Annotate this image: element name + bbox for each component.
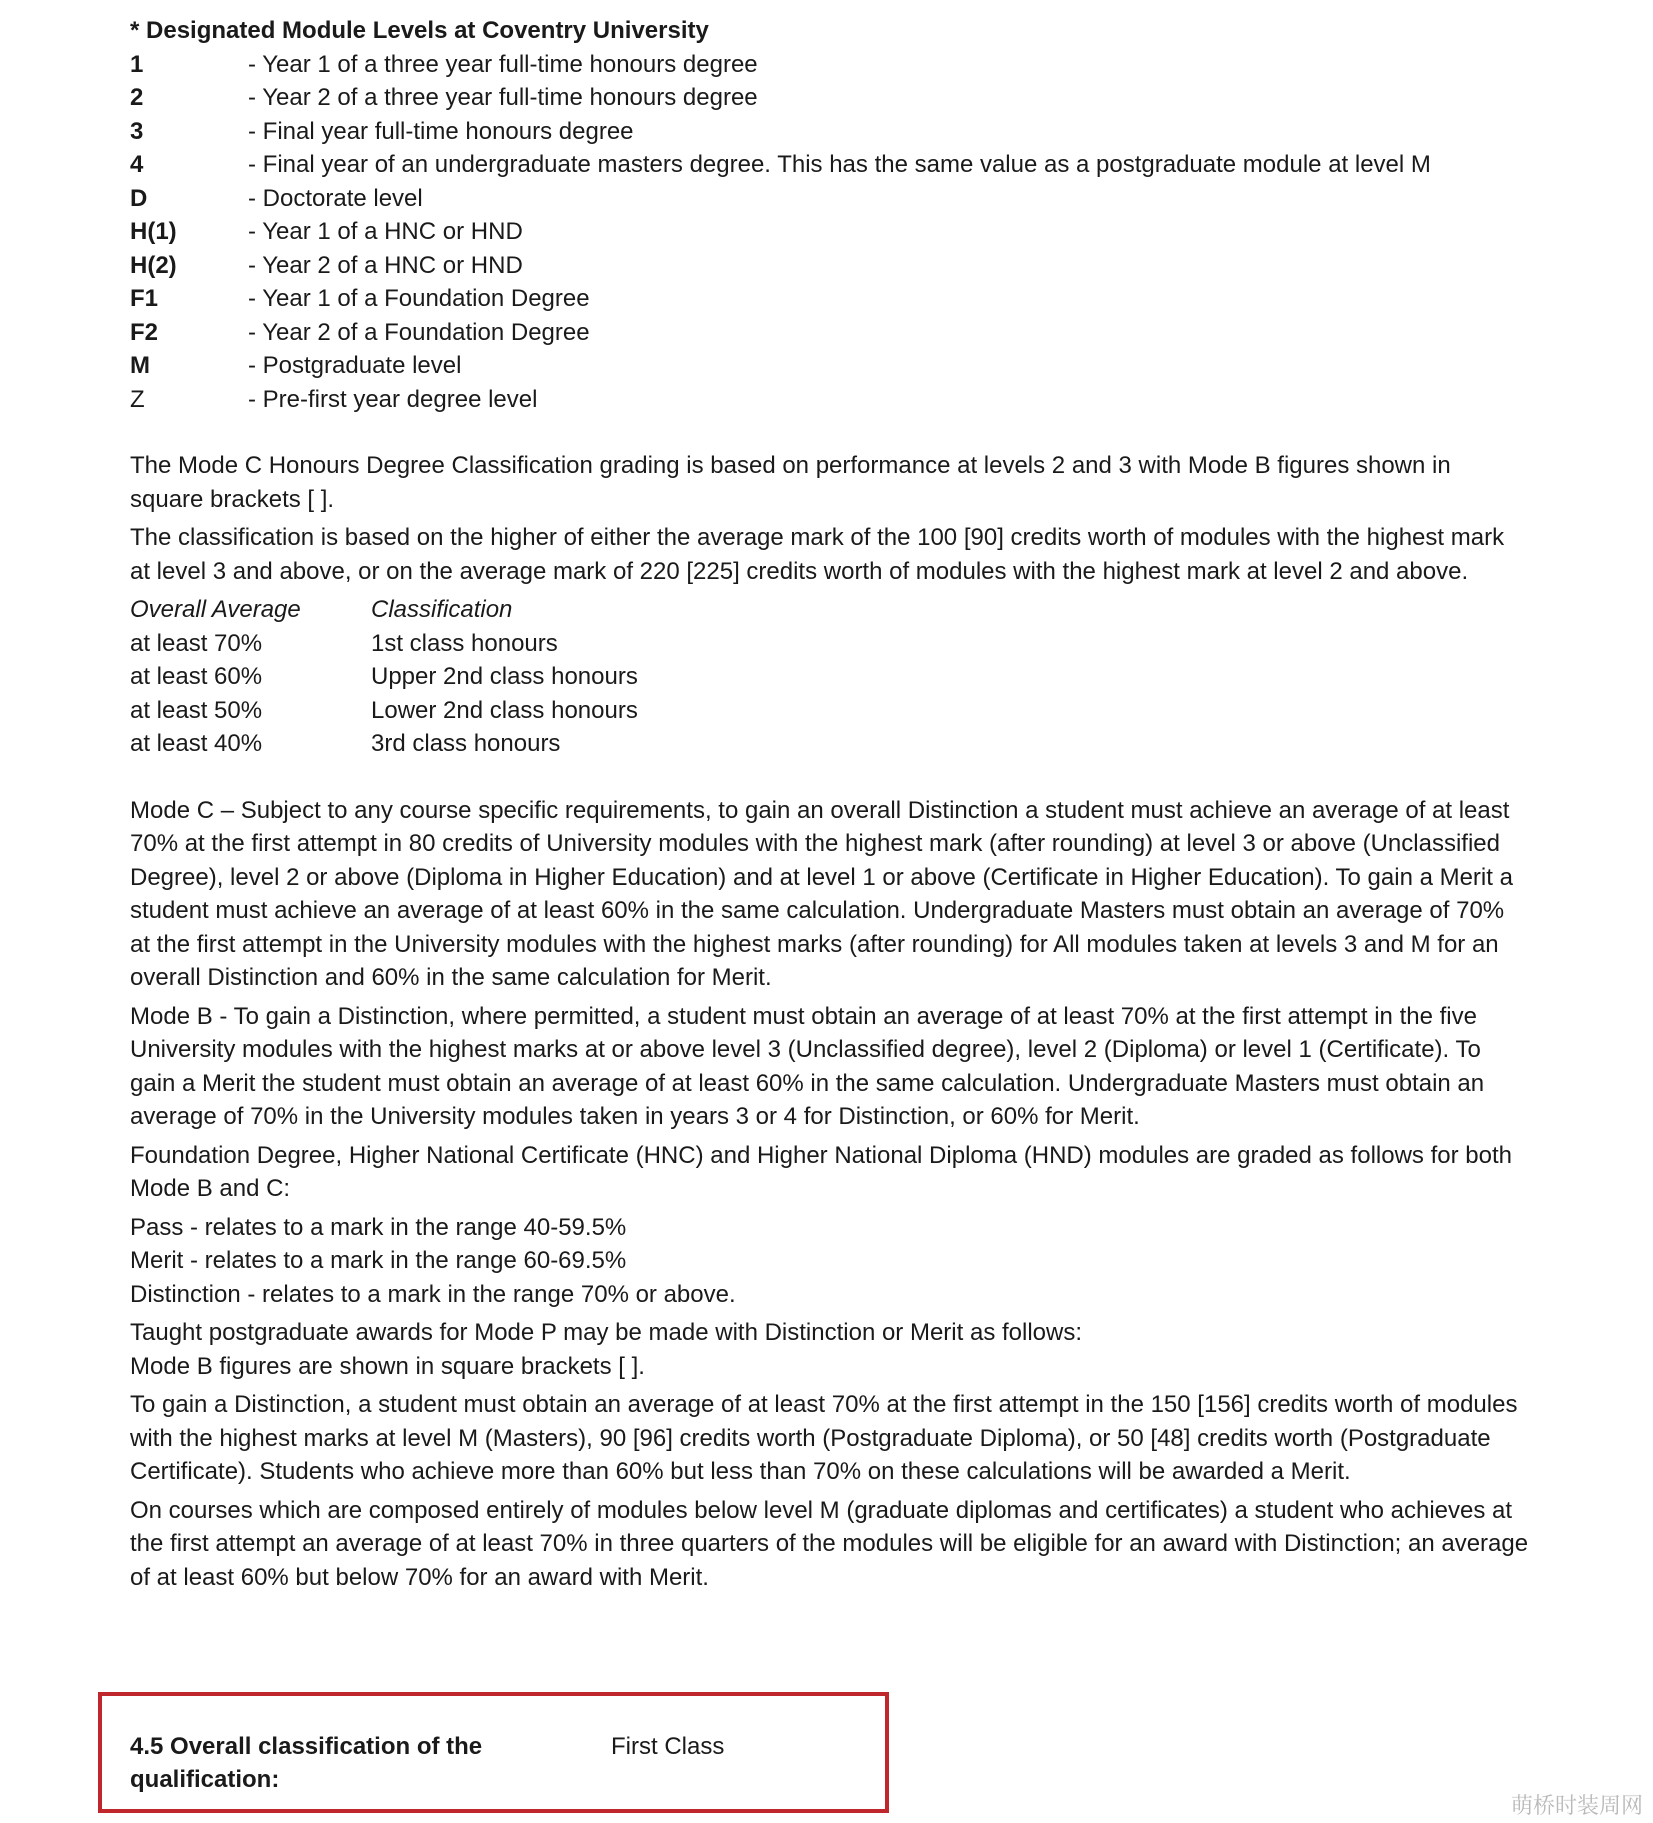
average-cell: at least 40% <box>130 730 263 757</box>
overall-classification-label: 4.5 Overall classification of the qualification: <box>130 1733 483 1793</box>
classification-table <box>130 593 1530 761</box>
mode-c-intro-paragraph: The Mode C Honours Degree Classification grading is based on performance at levels 2 and 3 with Mode B figures shown in square brackets [ ]. <box>130 452 1451 513</box>
table-row <box>130 660 1530 694</box>
average-cell: at least 70% <box>130 629 263 657</box>
mode-c-distinction-paragraph: Mode C – Subject to any course specific requirements, to gain an overall Distinction a student must achieve an average of at least 70% at the first attempt in 80 credits of University modules with the highest mark (after rounding) at level 3 or above (Unclassified Degree), level 2 or above (Diploma in Higher Education) and at level 1 or above (Certificate in Higher Education). To gain a Merit a student must achieve an average of at least 60% in the same calculation. Undergraduate Masters must obtain an average of 70% at the first attempt in the University modules with the highest marks (after rounding) for All modules taken at levels 3 and M for an overall Distinction and 60% in the same calculation for Merit. <box>130 796 1513 991</box>
level-code: M <box>130 352 150 379</box>
pg-distinction-paragraph: To gain a Distinction, a student must obtain an average of at least 70% at the first attempt in the 150 [156] credits worth of modules with the highest marks at level M (Masters), 90 [96] credits worth (Postgraduate Diploma), or 50 [48] credits worth (Postgraduate Certificate). Students who achieve more than 60% but less than 70% on these calculations will be awarded a Merit. <box>130 1391 1518 1485</box>
list-item <box>130 316 1530 350</box>
list-item <box>130 249 1530 283</box>
classification-cell: Lower 2nd class honours <box>371 696 638 724</box>
below-level-m-paragraph: On courses which are composed entirely of modules below level M (graduate diplomas and certificates) a student who achieves at the first attempt an average of at least 70% in three quarters of the modules will be eligible for an award with Distinction; an average of at least 60% but below 70% for an award with Merit. <box>130 1496 1529 1591</box>
level-code: 2 <box>130 84 144 111</box>
list-item <box>130 349 1530 383</box>
classification-basis-paragraph: The classification is based on the higher of either the average mark of the 100 [90] credits worth of modules with the highest mark at level 3 and above, or on the average mark of 220 [225] credits worth of modules with the highest mark at level 2 and above. <box>130 524 1505 585</box>
classification-cell: 1st class honours <box>371 629 558 657</box>
list-item <box>130 115 1530 149</box>
section-heading: * Designated Module Levels at Coventry University <box>130 17 709 44</box>
column-header-classification: Classification <box>371 596 513 623</box>
document-page <box>130 14 1530 1594</box>
average-cell: at least 50% <box>130 696 263 724</box>
distinction-grade-line: Distinction - relates to a mark in the range 70% or above. <box>130 1280 736 1308</box>
level-code: H(2) <box>130 251 177 279</box>
overall-classification-value: First Class <box>611 1733 725 1760</box>
list-item <box>130 148 1530 182</box>
classification-cell: Upper 2nd class honours <box>371 663 638 690</box>
level-description: - Year 1 of a HNC or HND <box>248 218 523 245</box>
merit-grade-line: Merit - relates to a mark in the range 60-69.5% <box>130 1247 627 1274</box>
watermark-text: 萌桥时装周网 <box>1510 1794 1643 1819</box>
level-description: - Year 2 of a HNC or HND <box>248 251 523 279</box>
level-description: - Doctorate level <box>248 184 423 212</box>
taught-pg-line: Taught postgraduate awards for Mode P may be made with Distinction or Merit as follows: <box>130 1319 1083 1346</box>
level-description: - Pre-first year degree level <box>248 385 538 413</box>
level-description: - Final year of an undergraduate masters degree. This has the same value as a postgraduate module at level M <box>248 151 1431 178</box>
level-description: - Year 1 of a Foundation Degree <box>248 285 590 312</box>
module-levels-list <box>130 48 1530 417</box>
level-code: 3 <box>130 117 144 145</box>
level-description: - Final year full-time honours degree <box>248 117 634 145</box>
mode-b-brackets-line: Mode B figures are shown in square brackets [ ]. <box>130 1352 645 1380</box>
level-code: Z <box>130 385 145 413</box>
mode-b-distinction-paragraph: Mode B - To gain a Distinction, where permitted, a student must obtain an average of at least 70% at the first attempt in the five University modules with the highest marks at or above level 3 (Unclassified degree), level 2 (Diploma) or level 1 (Certificate). To gain a Merit the student must obtain an average of at least 60% in the same calculation. Undergraduate Masters must obtain an average of 70% in the University modules taken in years 3 or 4 for Distinction, or 60% for Merit. <box>130 1002 1485 1130</box>
column-header-overall-average: Overall Average <box>130 596 301 623</box>
list-item <box>130 48 1530 82</box>
average-cell: at least 60% <box>130 663 263 690</box>
level-code: F2 <box>130 318 159 346</box>
level-code: D <box>130 184 148 212</box>
list-item <box>130 383 1530 417</box>
level-code: 1 <box>130 50 144 78</box>
level-description: - Year 2 of a Foundation Degree <box>248 318 590 346</box>
level-code: F1 <box>130 285 159 312</box>
foundation-intro-paragraph: Foundation Degree, Higher National Certificate (HNC) and Higher National Diploma (HND) modules are graded as follows for both Mode B and C: <box>130 1141 1512 1202</box>
list-item <box>130 182 1530 216</box>
level-description: - Year 2 of a three year full-time honours degree <box>248 84 758 111</box>
list-item <box>130 215 1530 249</box>
table-row <box>130 727 1530 761</box>
level-code: H(1) <box>130 218 177 245</box>
level-description: - Postgraduate level <box>248 352 462 379</box>
classification-cell: 3rd class honours <box>371 730 561 757</box>
pass-grade-line: Pass - relates to a mark in the range 40-59.5% <box>130 1213 627 1241</box>
level-description: - Year 1 of a three year full-time honours degree <box>248 50 758 78</box>
table-row <box>130 627 1530 661</box>
list-item <box>130 81 1530 115</box>
table-row <box>130 694 1530 728</box>
list-item <box>130 282 1530 316</box>
table-header-row <box>130 593 1530 627</box>
level-code: 4 <box>130 151 144 178</box>
